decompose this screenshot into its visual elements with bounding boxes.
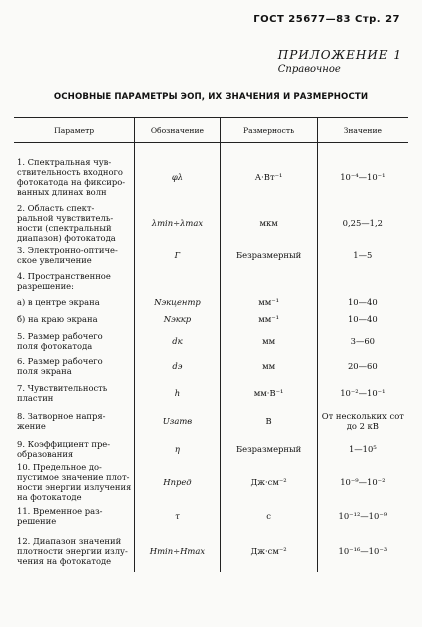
table-row bbox=[14, 462, 408, 502]
unit-cell: мм⁻¹ bbox=[220, 294, 317, 309]
value-cell bbox=[317, 267, 408, 294]
parameter-line: 1. Спектральная чув- bbox=[17, 157, 112, 167]
unit-cell: мкм bbox=[220, 203, 317, 243]
page-header: ГОСТ 25677—83 Стр. 27 bbox=[253, 14, 400, 25]
table-row bbox=[14, 294, 408, 309]
parameter-line: чения на фотокатоде bbox=[17, 556, 112, 566]
parameter-line: фотокатода на фиксиро- bbox=[17, 177, 126, 187]
parameter-cell bbox=[14, 243, 135, 267]
column-header-symbol: Обозначение bbox=[135, 118, 220, 143]
unit-cell: Безразмерный bbox=[220, 243, 317, 267]
value-cell: От нескольких сот до 2 кВ bbox=[317, 407, 408, 435]
table-row bbox=[14, 243, 408, 267]
parameter-line: ности энергии излучения bbox=[17, 482, 132, 492]
parameter-cell bbox=[14, 328, 135, 353]
value-cell: 10—40 bbox=[317, 309, 408, 328]
value-cell: 1—10⁵ bbox=[317, 435, 408, 462]
parameter-line: ральной чувствитель- bbox=[17, 213, 114, 223]
table-row bbox=[14, 530, 408, 572]
value-cell: 10⁻²—10⁻¹ bbox=[317, 379, 408, 407]
value-cell: 10—40 bbox=[317, 294, 408, 309]
parameter-line: плотности энергии излу- bbox=[17, 546, 128, 556]
appendix-subtitle: Справочное bbox=[277, 64, 341, 75]
parameter-line: 4. Пространственное bbox=[17, 270, 111, 281]
parameter-cell bbox=[14, 353, 135, 379]
symbol-cell: Г bbox=[135, 243, 220, 267]
value-cell: 1—5 bbox=[317, 243, 408, 267]
value-cell: 10⁻¹⁶—10⁻³ bbox=[317, 530, 408, 572]
table-row bbox=[14, 309, 408, 328]
symbol-cell: λmin÷λmax bbox=[135, 203, 220, 243]
value-cell: 20—60 bbox=[317, 353, 408, 379]
symbol-cell: Uзатв bbox=[135, 407, 220, 435]
parameter-line: ности (спектральный bbox=[17, 223, 112, 233]
parameter-line: 6. Размер рабочего bbox=[17, 356, 103, 366]
parameter-line: диапазон) фотокатода bbox=[17, 233, 116, 243]
appendix-block bbox=[278, 48, 402, 75]
parameter-line: ствительность входного bbox=[17, 167, 123, 177]
symbol-cell: Nэккр bbox=[135, 309, 220, 328]
table-row bbox=[14, 407, 408, 435]
parameter-line: поля фотокатода bbox=[17, 340, 93, 351]
unit-cell: Безразмерный bbox=[220, 435, 317, 462]
table-row bbox=[14, 379, 408, 407]
parameter-line: пластин bbox=[17, 393, 54, 403]
unit-cell: мм⁻¹ bbox=[220, 309, 317, 328]
parameter-cell bbox=[14, 502, 135, 530]
parameter-line: решение bbox=[17, 516, 57, 526]
unit-cell: с bbox=[220, 502, 317, 530]
parameter-cell bbox=[14, 407, 135, 435]
parameter-line: 8. Затворное напря- bbox=[17, 411, 106, 421]
parameter-line: ванных длинах волн bbox=[17, 187, 107, 197]
symbol-cell: φλ bbox=[135, 151, 220, 203]
table-row bbox=[14, 151, 408, 203]
parameter-line: 7. Чувствительность bbox=[17, 383, 108, 393]
symbol-cell: Nэкцентр bbox=[135, 294, 220, 309]
parameter-line: поля экрана bbox=[17, 366, 72, 376]
table-header-row bbox=[14, 118, 408, 143]
parameter-line: образования bbox=[17, 448, 74, 459]
table-row bbox=[14, 328, 408, 353]
parameter-line: 11. Временное раз- bbox=[17, 506, 103, 516]
unit-cell: Дж·см⁻² bbox=[220, 462, 317, 502]
symbol-cell bbox=[135, 267, 220, 294]
parameter-cell bbox=[14, 435, 135, 462]
parameter-line: б) на краю экрана bbox=[17, 313, 98, 324]
parameter-line: 5. Размер рабочего bbox=[17, 330, 103, 341]
parameter-cell bbox=[14, 462, 135, 502]
parameter-line: на фотокатоде bbox=[17, 492, 82, 502]
value-cell: 3—60 bbox=[317, 328, 408, 353]
unit-cell: В bbox=[220, 407, 317, 435]
parameter-line: пустимое значение плот- bbox=[17, 472, 130, 482]
value-cell: 10⁻⁹—10⁻² bbox=[317, 462, 408, 502]
unit-cell: мм bbox=[220, 328, 317, 353]
value-cell: 0,25—1,2 bbox=[317, 203, 408, 243]
value-cell: 10⁻⁴—10⁻¹ bbox=[317, 151, 408, 203]
parameter-line: ское увеличение bbox=[17, 255, 92, 265]
parameter-line: 9. Коэффициент пре- bbox=[17, 438, 111, 449]
symbol-cell: dэ bbox=[135, 353, 220, 379]
table-row bbox=[14, 203, 408, 243]
table-row bbox=[14, 267, 408, 294]
column-header-parameter: Параметр bbox=[14, 118, 135, 143]
parameter-cell bbox=[14, 267, 135, 294]
symbol-cell: Hпред bbox=[135, 462, 220, 502]
parameter-cell bbox=[14, 379, 135, 407]
parameters-table bbox=[14, 117, 408, 572]
parameter-cell bbox=[14, 309, 135, 328]
unit-cell: А·Вт⁻¹ bbox=[220, 151, 317, 203]
parameter-cell bbox=[14, 151, 135, 203]
document-title: ОСНОВНЫЕ ПАРАМЕТРЫ ЭОП, ИХ ЗНАЧЕНИЯ И РАЗМЕРНОСТИ bbox=[53, 92, 369, 102]
parameter-cell bbox=[14, 530, 135, 572]
table-body bbox=[14, 143, 408, 573]
parameter-cell bbox=[14, 294, 135, 309]
parameter-line: а) в центре экрана bbox=[17, 296, 100, 307]
value-cell: 10⁻¹²—10⁻⁹ bbox=[317, 502, 408, 530]
parameter-line: 3. Электронно-оптиче- bbox=[17, 245, 118, 255]
symbol-cell: h bbox=[135, 379, 220, 407]
symbol-cell: τ bbox=[135, 502, 220, 530]
table-row bbox=[14, 502, 408, 530]
parameter-line: жение bbox=[17, 421, 46, 431]
parameter-line: 12. Диапазон значений bbox=[17, 536, 122, 546]
parameter-cell bbox=[14, 203, 135, 243]
parameter-line: 2. Область спект- bbox=[17, 203, 95, 213]
table-row bbox=[14, 435, 408, 462]
symbol-cell: Hmin÷Hmax bbox=[135, 530, 220, 572]
table-row bbox=[14, 353, 408, 379]
table-spacer bbox=[14, 143, 408, 152]
symbol-cell: dк bbox=[135, 328, 220, 353]
column-header-value: Значение bbox=[317, 118, 408, 143]
parameter-line: разрешение: bbox=[17, 280, 74, 291]
unit-cell bbox=[220, 267, 317, 294]
appendix-title: ПРИЛОЖЕНИЕ 1 bbox=[277, 48, 402, 62]
unit-cell: мм·В⁻¹ bbox=[220, 379, 317, 407]
unit-cell: мм bbox=[220, 353, 317, 379]
column-header-unit: Размерность bbox=[220, 118, 317, 143]
unit-cell: Дж·см⁻² bbox=[220, 530, 317, 572]
parameter-line: 10. Предельное до- bbox=[17, 462, 102, 472]
symbol-cell: η bbox=[135, 435, 220, 462]
